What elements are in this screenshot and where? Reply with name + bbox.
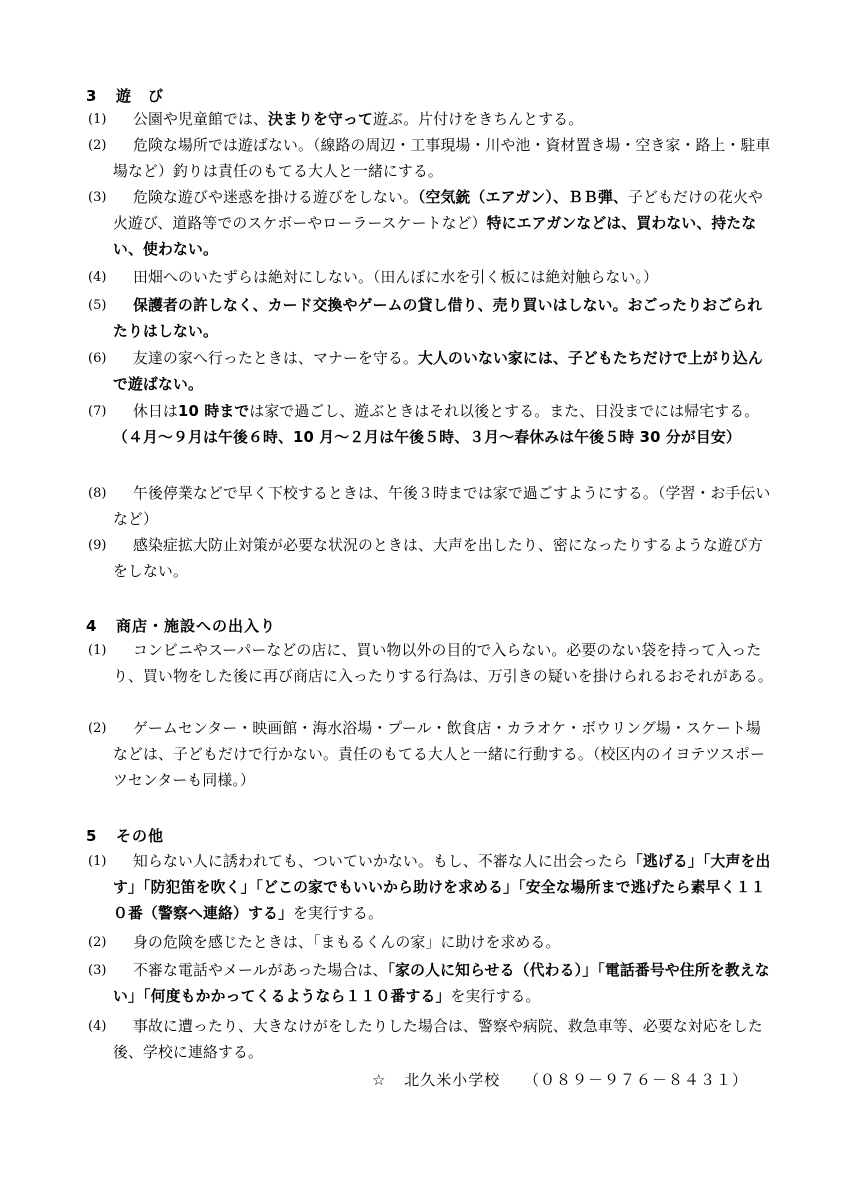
text-run: 事故に遭ったり、大きなけがをしたりした場合は、警察や病院、救急車等、必要な対応をした後、学校に連絡する。 <box>113 1018 763 1061</box>
school-signature <box>372 1069 748 1090</box>
section-title: 商店・施設への出入り <box>116 617 277 635</box>
section-number: 5 <box>86 827 98 845</box>
school-phone: （０８９－９７６－８４３１） <box>524 1071 749 1089</box>
text-run: は家で過ごし、遊ぶときはそれ以後とする。また、日没までには帰宅する。 <box>249 403 760 420</box>
item-label: (8) <box>88 486 107 501</box>
item-label: (9) <box>88 538 107 553</box>
item-label: (1) <box>88 643 107 658</box>
text-run: 子どもだけの花火や火遊び、道路等でのスケボーやローラースケートなど） <box>113 189 763 232</box>
item-label: (1) <box>88 112 107 127</box>
bold-text-run: 決まりを守って <box>267 111 373 128</box>
item-label: (7) <box>88 404 107 419</box>
text-run: 不審な電話やメールがあった場合は、 <box>133 962 388 979</box>
item-text <box>113 481 773 533</box>
bold-text-run: 10 時まで <box>178 403 250 420</box>
text-run: 危険な遊びや迷惑を掛ける遊びをしない。 <box>133 189 418 206</box>
item-label: (5) <box>88 298 107 313</box>
section-title: その他 <box>116 827 165 845</box>
section-3-heading <box>86 86 164 106</box>
item-text <box>113 930 773 956</box>
section-5-heading <box>86 826 164 846</box>
section-number: 4 <box>86 617 98 635</box>
item-label: (4) <box>88 1019 107 1034</box>
item-text <box>113 265 773 291</box>
item-text <box>113 849 773 927</box>
item-text <box>113 185 773 263</box>
text-run: を実行する。 <box>450 988 541 1005</box>
text-run: コンビニやスーパーなどの店に、買い物以外の目的で入らない。必要のない袋を持って入ったり、買い物をした後に再び商店に入ったりする行為は、万引きの疑いを掛けられるおそれがある。 <box>113 642 773 685</box>
item-label: (4) <box>88 270 107 285</box>
text-run: 身の危険を感じたときは、「まもるくんの家」に助けを求める。 <box>133 934 561 951</box>
section-number: 3 <box>86 87 98 105</box>
item-label: (2) <box>88 721 107 736</box>
bold-text-run: 保護者の許しなく、カード交換やゲームの貸し借り、売り買いはしない。おごったりおごられたりはしない。 <box>113 297 763 340</box>
text-run: 休日は <box>133 403 178 420</box>
item-text <box>113 533 773 585</box>
bold-text-run: 「逃げる」「大声を出す」「防犯笛を吹く」「どこの家でもいいから助けを求める」「安全な場所まで逃げたら素早く１１０番（警察へ連絡）する」 <box>113 853 771 922</box>
bold-text-run: （空気銃（エアガン）、ＢＢ弾、 <box>417 189 628 206</box>
item-label: (2) <box>88 935 107 950</box>
item-text <box>113 346 773 398</box>
item-label: (3) <box>88 963 107 978</box>
item-label: (1) <box>88 854 107 869</box>
text-run: 知らない人に誘われても、ついていかない。もし、不審な人に出会ったら <box>133 853 628 870</box>
text-run: 公園や児童館では、 <box>133 111 268 128</box>
bold-text-run: 特にエアガンなどは、買わない、持たない、使わない。 <box>113 215 757 258</box>
section-title: 遊 び <box>116 87 165 105</box>
item-label: (2) <box>88 138 107 153</box>
text-run: 感染症拡大防止対策が必要な状況のときは、大声を出したり、密になったりするような遊び方をしない。 <box>113 537 763 580</box>
bold-text-run: 「家の人に知らせる（代わる）」「電話番号や住所を教えない」「何度もかかってくるようなら１１０番する」 <box>113 962 770 1005</box>
text-run: を実行する。 <box>292 905 383 922</box>
text-run: 遊ぶ。片付けをきちんとする。 <box>372 111 584 128</box>
item-text <box>113 716 773 794</box>
item-text <box>113 399 773 451</box>
item-text <box>113 958 773 1010</box>
item-text <box>113 107 773 133</box>
star-icon: ☆ <box>372 1071 387 1089</box>
text-run: 危険な場所では遊ばない。（線路の周辺・工事現場・川や池・資材置き場・空き家・路上・駐車場など）釣りは責任のもてる大人と一緒にする。 <box>113 137 771 180</box>
item-text <box>113 133 773 185</box>
bold-text-run: （４月～９月は午後６時、10 月～２月は午後５時、３月～春休みは午後５時 30 分が目安） <box>113 429 741 446</box>
item-label: (3) <box>88 190 107 205</box>
item-label: (6) <box>88 351 107 366</box>
bold-text-run: 大人のいない家には、子どもたちだけで上がり込んで遊ばない。 <box>113 350 763 393</box>
item-text <box>113 1014 773 1066</box>
section-4-heading <box>86 616 276 636</box>
item-text <box>113 638 773 690</box>
text-run: ゲームセンター・映画館・海水浴場・プール・飲食店・カラオケ・ボウリング場・スケート場などは、子どもだけで行かない。責任のもてる大人と一緒に行動する。（校区内のイヨテツスポーツセンターも同様。） <box>113 720 766 789</box>
text-run: 午後停業などで早く下校するときは、午後３時までは家で過ごすようにする。（学習・お手伝いなど） <box>113 485 771 528</box>
text-run: 友達の家へ行ったときは、マナーを守る。 <box>133 350 418 367</box>
text-run: 田畑へのいたずらは絶対にしない。（田んぼに水を引く板には絶対触らない。） <box>133 269 659 286</box>
item-text <box>113 293 773 345</box>
school-name: 北久米小学校 <box>404 1071 501 1089</box>
